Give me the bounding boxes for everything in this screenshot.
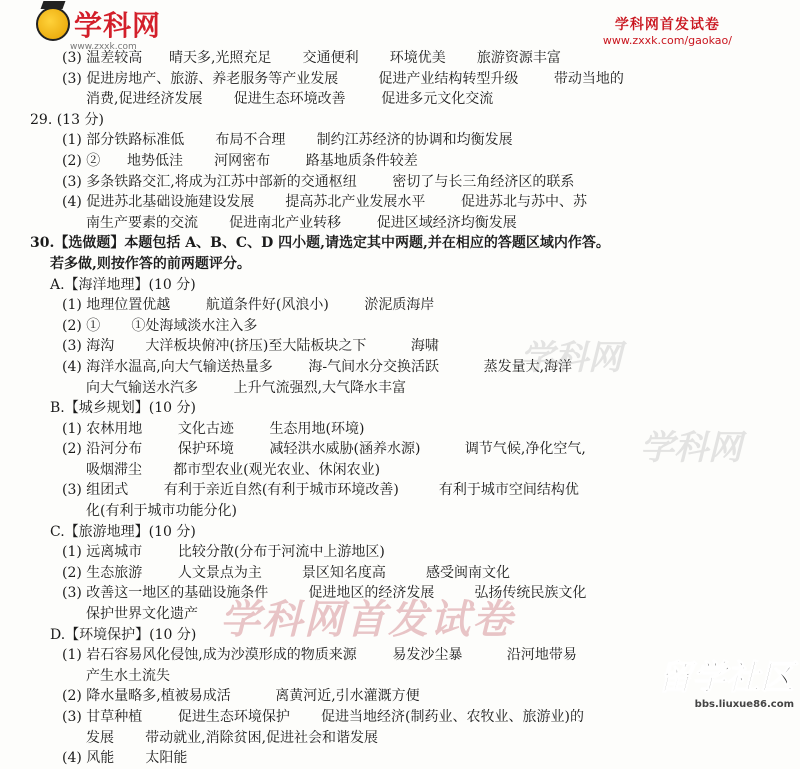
logo-name: 学科网 bbox=[74, 9, 162, 42]
answer-line: (3) 改善这一地区的基础设施条件 促进地区的经济发展 弘扬传统民族文化 bbox=[62, 585, 587, 602]
watermark-corner-url: bbs.liuxue86.com bbox=[694, 699, 794, 710]
answer-line: (3) 多条铁路交汇,将成为江苏中部新的交通枢纽 密切了与长三角经济区的联系 bbox=[62, 173, 575, 190]
answer-line: (1) 地理位置优越 航道条件好(风浪小) 淤泥质海岸 bbox=[62, 297, 435, 314]
answer-line: (3) 组团式 有利于亲近自然(有利于城市环境改善) 有利于城市空间结构优 bbox=[62, 482, 579, 499]
watermark-center: 学科网首发试卷 bbox=[220, 597, 514, 643]
answer-line: (4) 海洋水温高,向大气输送热量多 海-气间水分交换活跃 蒸发量大,海洋 bbox=[62, 358, 573, 375]
site-logo bbox=[36, 4, 161, 44]
answer-line: (3) 海沟 大洋板块俯冲(挤压)至大陆板块之下 海啸 bbox=[62, 338, 439, 355]
watermark-corner-title: 留学社区 bbox=[658, 658, 794, 698]
answer-content bbox=[30, 48, 790, 769]
answer-line: 吸烟滞尘 都市型农业(观光农业、休闲农业) bbox=[86, 461, 381, 478]
answer-line: 保护世界文化遗产 bbox=[86, 606, 198, 623]
answer-line: (2) 降水量略多,植被易成活 离黄河近,引水灌溉方便 bbox=[62, 688, 420, 705]
answer-line: (4) 风能 太阳能 bbox=[62, 750, 188, 767]
answer-line: B.【城乡规划】(10 分) bbox=[50, 400, 196, 417]
answer-line: (3) 温差较高 晴天多,光照充足 交通便利 环境优美 旅游资源丰富 bbox=[62, 50, 561, 66]
header-url: www.zxxk.com/gaokao/ bbox=[602, 34, 732, 47]
answer-line: (2) ② 地势低洼 河网密布 路基地质条件较差 bbox=[62, 152, 418, 169]
answer-line: (3) 甘草种植 促进生态环境保护 促进当地经济(制药业、农牧业、旅游业)的 bbox=[62, 709, 584, 725]
answer-line: C.【旅游地理】(10 分) bbox=[50, 523, 196, 540]
watermark-faint-2: 学科网 bbox=[640, 428, 742, 468]
answer-line: (2) ① ①处海域淡水注入多 bbox=[62, 317, 258, 334]
answer-line: 化(有利于城市功能分化) bbox=[86, 503, 237, 520]
answer-line: 若多做,则按作答的前两题评分。 bbox=[50, 255, 251, 272]
answer-line: 30.【选做题】本题包括 A、B、C、D 四小题,请选定其中两题,并在相应的答题区域内作答。 bbox=[30, 235, 610, 252]
header-right bbox=[603, 14, 732, 47]
answer-line: 发展 带动就业,消除贫困,促进社会和谐发展 bbox=[86, 729, 379, 746]
answer-line: A.【海洋地理】(10 分) bbox=[50, 276, 196, 293]
answer-line: (3) 促进房地产、旅游、养老服务等产业发展 促进产业结构转型升级 带动当地的 bbox=[62, 70, 624, 87]
mascot-icon bbox=[36, 7, 70, 41]
answer-line: (4) 促进苏北基础设施建设发展 提高苏北产业发展水平 促进苏北与苏中、苏 bbox=[62, 194, 588, 211]
answer-line: (1) 岩石容易风化侵蚀,成为沙漠形成的物质来源 易发沙尘暴 沿河地带易 bbox=[62, 647, 577, 664]
watermark-faint: 学科网 bbox=[520, 338, 622, 378]
answer-line: 向大气输送水汽多 上升气流强烈,大气降水丰富 bbox=[86, 379, 407, 396]
answer-line: 产生水土流失 bbox=[86, 667, 170, 684]
answer-line: (1) 远离城市 比较分散(分布于河流中上游地区) bbox=[62, 544, 385, 561]
answer-line: 29. (13 分) bbox=[30, 111, 104, 128]
answer-line: 南生产要素的交流 促进南北产业转移 促进区域经济均衡发展 bbox=[86, 214, 517, 231]
answer-line: (1) 部分铁路标准低 布局不合理 制约江苏经济的协调和均衡发展 bbox=[62, 132, 513, 149]
logo-url: www.zxxk.com bbox=[70, 42, 137, 52]
answer-line: (1) 农林用地 文化古迹 生态用地(环境) bbox=[62, 420, 365, 437]
header-title: 学科网首发试卷 bbox=[614, 17, 720, 33]
answer-line: (2) 沿河分布 保护环境 减轻洪水威胁(涵养水源) 调节气候,净化空气, bbox=[62, 441, 586, 458]
answer-line: (2) 生态旅游 人文景点为主 景区知名度高 感受闽南文化 bbox=[62, 564, 510, 581]
answer-line: D.【环境保护】(10 分) bbox=[50, 626, 197, 643]
answer-line: 消费,促进经济发展 促进生态环境改善 促进多元文化交流 bbox=[86, 91, 494, 108]
